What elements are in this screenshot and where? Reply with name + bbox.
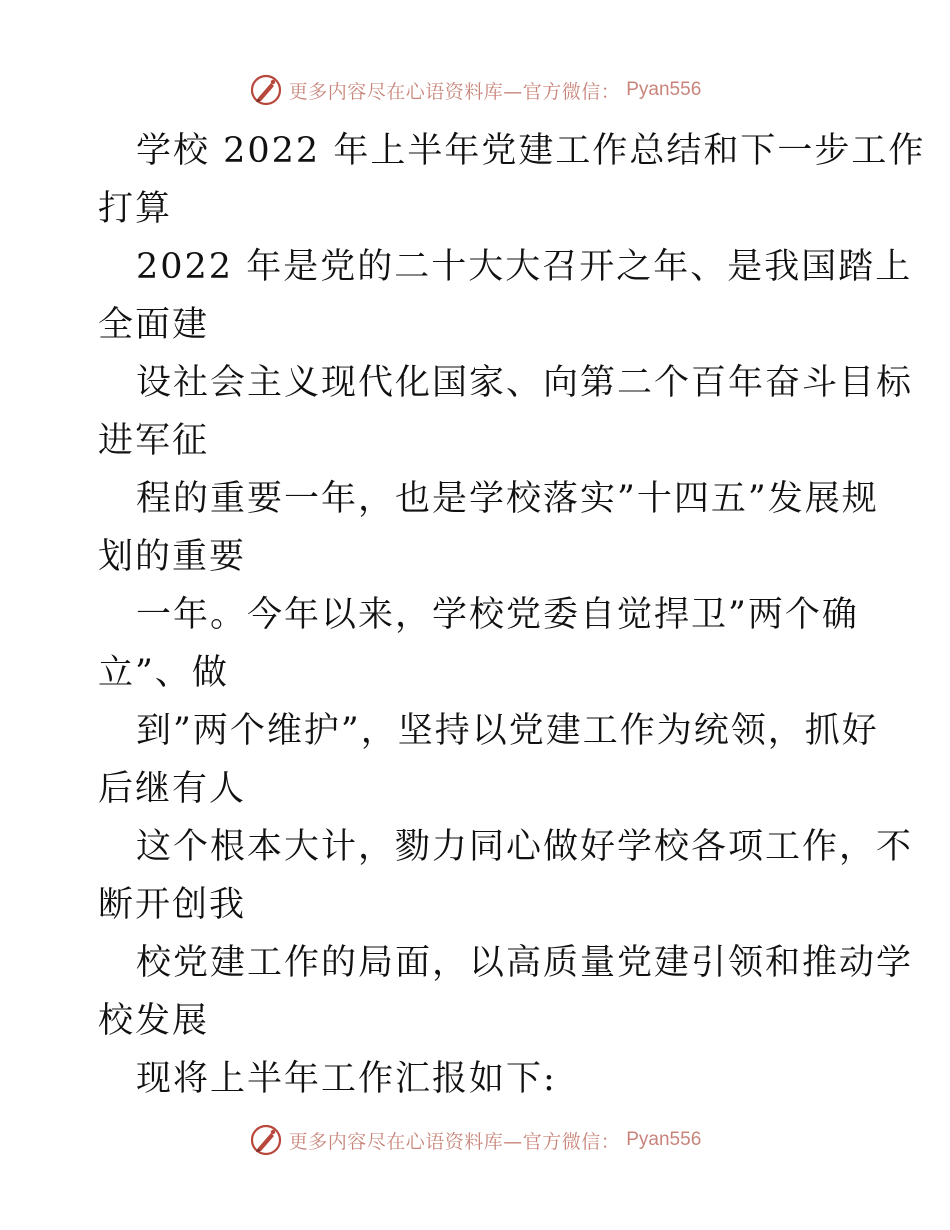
paragraph-line: 进军征 [98,421,210,461]
paragraph-line: 一年。今年以来，学校党委自觉捍卫”两个确 [136,595,859,635]
paragraph-line: 划的重要 [98,537,247,577]
paragraph-line: 设社会主义现代化国家、向第二个百年奋斗目标 [136,363,914,403]
title-line-2: 打算 [98,189,173,229]
paragraph-line: 全面建 [98,305,210,345]
paragraph-line: 校发展 [98,1001,210,1041]
paragraph-line: 现将上半年工作汇报如下: [136,1059,557,1099]
pen-logo-icon [249,73,283,107]
paragraph-line: 校党建工作的局面，以高质量党建引领和推动学 [136,943,914,983]
paragraph-line: 后继有人 [98,769,247,809]
watermark-text: 更多内容尽在心语资料库—官方微信： [288,1130,621,1153]
watermark-text: 更多内容尽在心语资料库—官方微信： [288,80,621,103]
watermark-wechat-id: Pyan556 [626,79,702,100]
paragraph-line: 立”、做 [98,653,229,693]
footer-watermark-banner [0,1120,950,1160]
pen-logo-icon [249,1123,283,1157]
paragraph-line: 2022 年是党的二十大大召开之年、是我国踏上 [136,247,913,287]
paragraph-line: 程的重要一年，也是学校落实”十四五”发展规 [136,479,879,519]
document-body [98,122,926,1108]
paragraph-line: 这个根本大计，勠力同心做好学校各项工作，不 [136,827,914,867]
paragraph-line: 到”两个维护”，坚持以党建工作为统领，抓好 [136,711,879,751]
watermark-wechat-id: Pyan556 [626,1129,702,1150]
title-line-1: 学校 2022 年上半年党建工作总结和下一步工作 [136,131,926,171]
header-watermark-banner [0,70,950,110]
paragraph-line: 断开创我 [98,885,247,925]
